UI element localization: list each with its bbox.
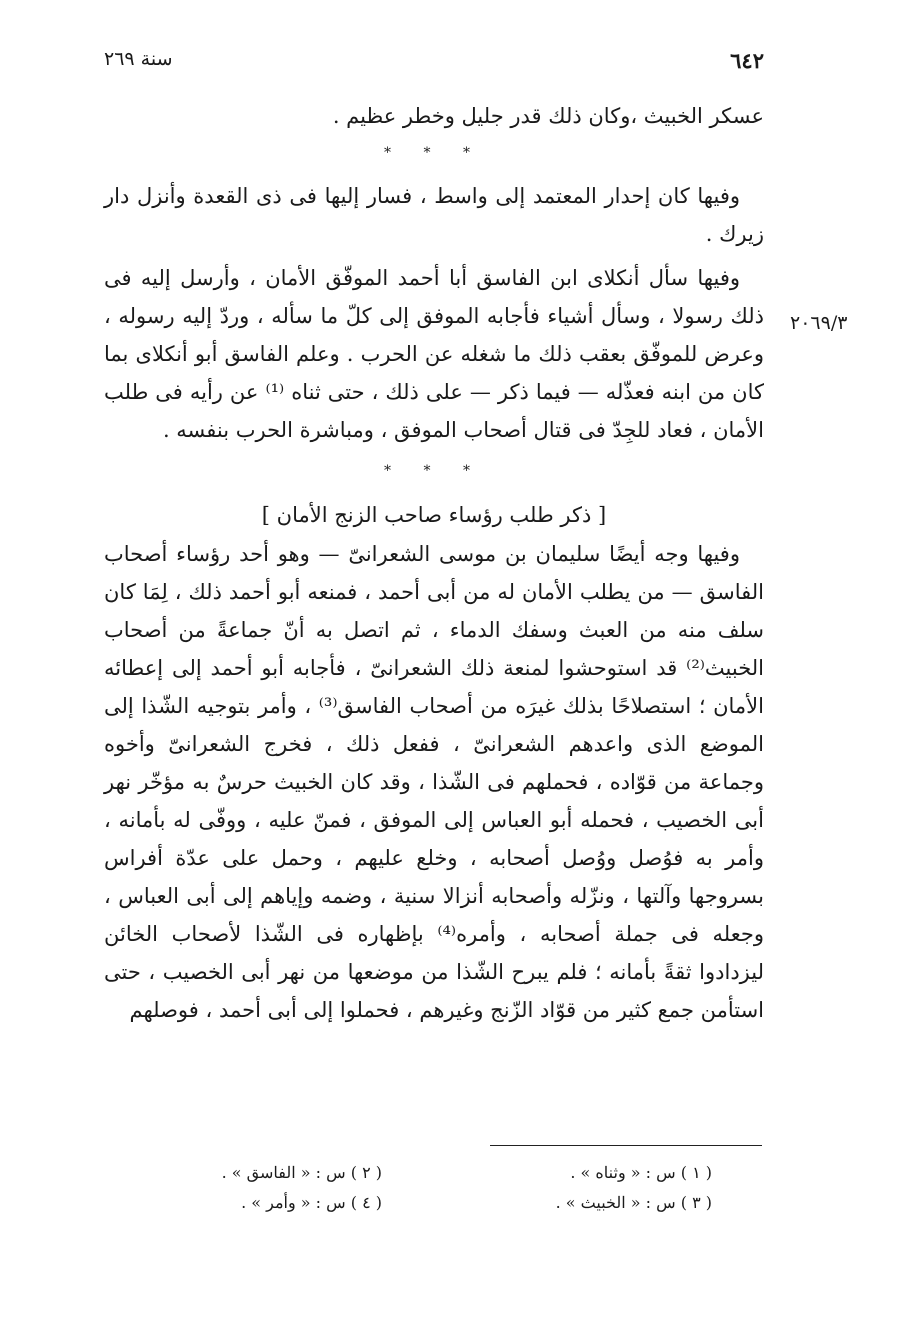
- paragraph-1: عسكر الخبيث ،وكان ذلك قدر جليل وخطر عظيم .: [332, 104, 764, 128]
- running-head-year: سنة ٢٦٩: [104, 48, 173, 70]
- paragraph-2: وفيها كان إحدار المعتمد إلى واسط ، فسار إليها فى ذى القعدة وأنزل دار زيرك .: [104, 184, 764, 246]
- footnote-1: ( ١ ) س : « وثناه » .: [570, 1163, 712, 1182]
- footnote-4: ( ٤ ) س : « وأمر » .: [241, 1193, 382, 1212]
- footnote-3: ( ٣ ) س : « الخبيث » .: [555, 1193, 712, 1212]
- paragraph-4: وفيها وجه أيضًا سليمان بن موسى الشعرانىّ — وهو أحد رؤساء أصحاب الفاسق — من يطلب الأمان له من أبى أحمد ، فمنعه أبو أحمد ذلك ، لِمَا كان سلف منه من العبث وسفك الدماء ، ثم اتصل به أنّ جماعةً من أصحاب الخبيث⁽²⁾ قد استوحشوا لمنعة ذلك الشعرانىّ ، فأجابه أبو أحمد إلى إعطائه الأمان ؛ استصلاحًا بذلك غيرَه من أصحاب الفاسق⁽³⁾ ، وأمر بتوجيه الشّذا إلى الموضع الذى واعدهم الشعرانىّ ، ففعل ذلك ، فخرج الشعرانىّ وأخوه وجماعة من قوّاده ، فحملهم فى الشّذا ، وقد كان الخبيث حرسٌ به مؤخّر نهر أبى الخصيب ، فحمله أبو العباس إلى الموفق ، فمنّ عليه ، ووفّى له بأمانه ، وأمر به فوُصل ووُصل أصحابه ، وخلع عليهم ، وحمل على عدّة أفراس بسروجها وآلتها ، ونزّله وأصحابه أنزالا سنية ، وضمه وإياهم إلى أبى العباس ، وجعله فى جملة أصحابه ، وأمره⁽⁴⁾ بإظهاره فى الشّذا لأصحاب الخائن ليزدادوا ثقةً بأمانه ؛ فلم يبرح الشّذا من موضعها من نهر أبى الخصيب ، حتى استأمن جمع كثير من قوّاد الزّنج وغيرهم ، فحملوا إلى أبى أحمد ، فوصلهم: [104, 542, 764, 1022]
- footnote-row: [104, 1158, 764, 1188]
- footnote-2: ( ٢ ) س : « الفاسق » .: [221, 1163, 382, 1182]
- page-header: [104, 48, 764, 78]
- main-text: [104, 97, 764, 1029]
- footnotes: [104, 1158, 764, 1218]
- paragraph-3: وفيها سأل أنكلاى ابن الفاسق أبا أحمد الموفّق الأمان ، وأرسل إليه فى ذلك رسولا ، وسأل أشياء فأجابه الموفق إلى كلّ ما سأله ، وردّ إليه رسوله ، وعرض للموفّق بعقب ذلك ما شغله عن الحرب . وعلم الفاسق أبو أنكلاى بما كان من ابنه فعذّله — فيما ذكر — على ذلك ، حتى ثناه ⁽¹⁾ عن رأيه فى طلب الأمان ، فعاد للجِدّ فى قتال أصحاب الموفق ، ومباشرة الحرب بنفسه .: [104, 266, 764, 442]
- section-separator-2: * * *: [384, 463, 484, 479]
- page-number: ٦٤٢: [730, 48, 764, 73]
- footnote-rule: [490, 1145, 762, 1146]
- margin-reference: ٢٠٦٩/٣: [790, 312, 848, 334]
- section-heading: [ ذكر طلب رؤساء صاحب الزنج الأمان ]: [261, 503, 607, 527]
- footnote-row: [104, 1188, 764, 1218]
- section-separator-1: * * *: [384, 145, 484, 161]
